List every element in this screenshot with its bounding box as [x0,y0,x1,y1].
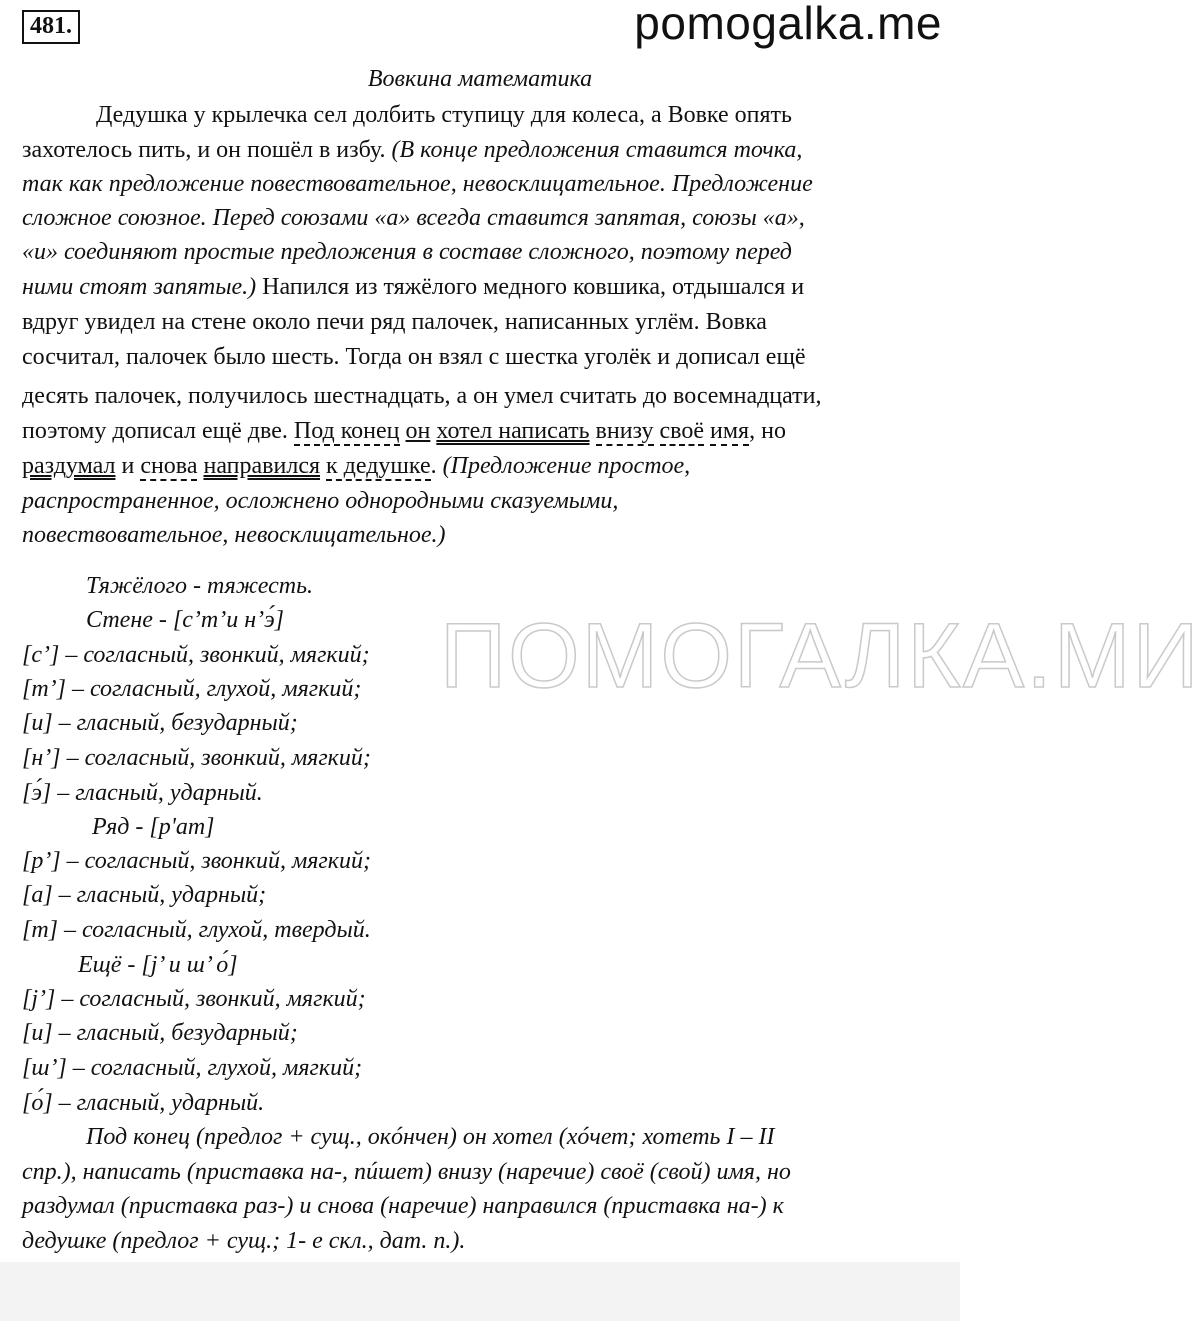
word-heading: Стене - [с’т’и н’э́] [86,607,285,633]
sound-line: [н’] – согласный, звонкий, мягкий; [22,745,371,771]
text-line: вдруг увидел на стене около печи ряд палочек, написанных углём. Вовка [22,309,767,335]
sound-line: [а] – гласный, ударный; [22,882,267,908]
sound-line: [j’] – согласный, звонкий, мягкий; [22,986,366,1012]
sound-line: [т’] – согласный, глухой, мягкий; [22,676,362,702]
predicate-underline: раздумал [22,453,116,479]
text-line [22,135,802,165]
word-heading: Ещё - [j’ и ш’ о́] [78,952,238,978]
task-number: 481. [22,10,80,44]
text-run: Напился из тяжёлого медного ковшика, отдышался и [256,274,805,300]
text-line [96,100,792,130]
watermark: ПОМОГАЛКА.МИ [440,605,1201,707]
text-line [22,272,804,302]
predicate-underline: направился [203,453,321,479]
text-line [22,416,786,446]
circumstance-underline: снова [140,453,198,479]
circumstance-underline: к дедушке [326,453,431,479]
object-underline: имя [710,418,750,444]
sound-line: [о́] – гласный, ударный. [22,1090,265,1116]
text-line [22,451,690,481]
comment-line: распространенное, осложнено однородными сказуемыми, [22,488,619,514]
morph-line: дедушке (предлог + сущ.; 1- е скл., дат. п.). [22,1228,466,1254]
text-run: Дедушка у крылечка сел долбить ступицу для колеса, а Вовке опять [96,102,792,128]
text-line: сосчитал, палочек было шесть. Тогда он взял с шестка уголёк и дописал ещё [22,344,806,370]
comment-line: сложное союзное. Перед союзами «а» всегда ставится запятая, союзы «а», [22,205,805,231]
text-run: поэтому дописал ещё две. [22,418,294,444]
word-heading: Ряд - [р'ат] [92,814,215,840]
sound-line: [с’] – согласный, звонкий, мягкий; [22,642,370,668]
sound-line: [и] – гласный, безударный; [22,1020,298,1046]
bottom-band [0,1262,960,1321]
morph-line: спр.), написать (приставка на-, пúшет) внизу (наречие) своё (свой) имя, но [22,1159,791,1185]
morph-line: Под конец (предлог + сущ., окóнчен) он хотел (хóчет; хотеть I – II [86,1124,775,1150]
text-line: десять палочек, получилось шестнадцать, а он умел считать до восемнадцати, [22,383,822,409]
text-run: захотелось пить, и он пошёл в избу. [22,137,392,163]
sound-line: [р’] – согласный, звонкий, мягкий; [22,848,371,874]
morph-line: раздумал (приставка раз-) и снова (наречие) направился (приставка на-) к [22,1193,784,1219]
text-run: , но [749,418,786,444]
sound-line: [ш’] – согласный, глухой, мягкий; [22,1055,363,1081]
text-run: и [121,453,135,479]
circumstance-underline: внизу [595,418,654,444]
comment-run: (Предложение простое, [442,453,691,479]
sound-line: [э́] – гласный, ударный. [22,780,263,806]
comment-run: (В конце предложения ставится точка, [391,137,803,163]
subject-underline: он [405,418,431,444]
comment-line: повествовательное, невосклицательное.) [22,522,446,548]
site-logo-text[interactable]: pomogalka.me [634,0,942,49]
doc-title: Вовкина математика [367,66,593,92]
text-run: . [430,453,443,479]
comment-line: так как предложение повествовательное, невосклицательное. Предложение [22,171,813,197]
sound-line: [т] – согласный, глухой, твердый. [22,917,371,943]
word-heading: Тяжёлого - тяжесть. [86,573,314,599]
sound-line: [и] – гласный, безударный; [22,710,298,736]
attribute-underline: своё [659,418,705,444]
predicate-underline: хотел написать [436,418,590,444]
circumstance-underline: Под конец [293,418,400,444]
comment-line: «и» соединяют простые предложения в составе сложного, поэтому перед [22,239,792,265]
comment-run: ними стоят запятые.) [22,274,257,300]
